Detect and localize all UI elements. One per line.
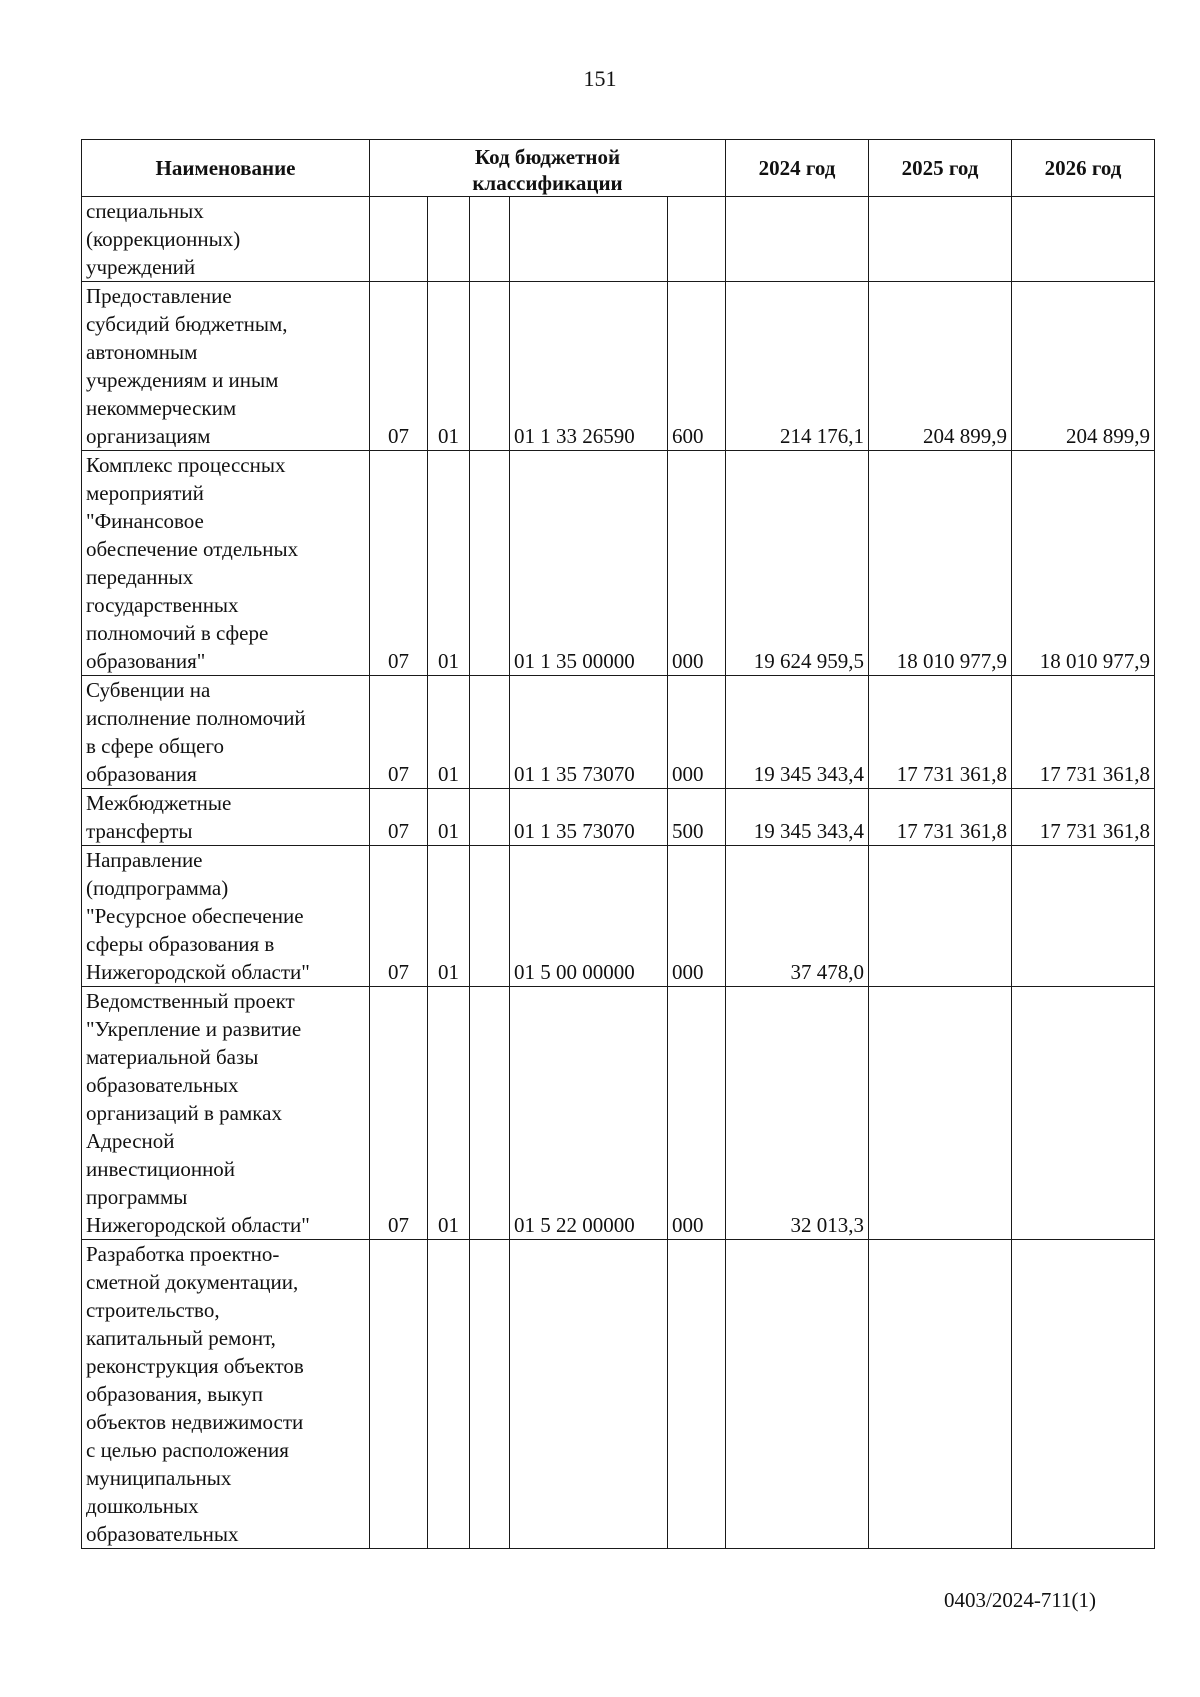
cell-section: 07	[370, 987, 428, 1240]
name-line: образования"	[86, 649, 206, 673]
name-line: сферы образования в	[86, 932, 275, 956]
name-line: Субвенции на	[86, 678, 211, 702]
cell-section: 07	[370, 451, 428, 676]
cell-section	[370, 197, 428, 282]
footer-document-code: 0403/2024-711(1)	[944, 1588, 1097, 1612]
cell-blank	[470, 987, 510, 1240]
name-line: дошкольных	[86, 1494, 199, 1518]
name-line: "Ресурсное обеспечение	[86, 904, 304, 928]
cell-2024: 19 345 343,4	[726, 676, 869, 789]
cell-2026	[1012, 987, 1155, 1240]
table-row	[82, 282, 1155, 451]
cell-subsection: 01	[428, 282, 470, 451]
name-line: инвестиционной	[86, 1157, 236, 1181]
header-name: Наименование	[82, 140, 370, 197]
name-line: организациям	[86, 424, 211, 448]
cell-section: 07	[370, 846, 428, 987]
cell-name	[82, 282, 370, 451]
name-line: специальных	[86, 199, 204, 223]
cell-expense-type: 000	[668, 987, 726, 1240]
cell-2025	[869, 197, 1012, 282]
name-line: с целью расположения	[86, 1438, 289, 1462]
cell-target-article: 01 5 00 00000	[510, 846, 668, 987]
table-row	[82, 846, 1155, 987]
cell-2024: 37 478,0	[726, 846, 869, 987]
cell-2026: 17 731 361,8	[1012, 676, 1155, 789]
cell-2026: 18 010 977,9	[1012, 451, 1155, 676]
name-line: материальной базы	[86, 1045, 259, 1069]
table-body	[82, 197, 1155, 1549]
cell-2025: 17 731 361,8	[869, 789, 1012, 846]
cell-2024	[726, 197, 869, 282]
cell-subsection: 01	[428, 676, 470, 789]
table-row	[82, 789, 1155, 846]
cell-2024: 19 345 343,4	[726, 789, 869, 846]
name-line: Адресной	[86, 1129, 175, 1153]
name-line: программы	[86, 1185, 188, 1209]
name-line: строительство,	[86, 1298, 220, 1322]
cell-expense-type: 000	[668, 846, 726, 987]
name-line: образования	[86, 762, 197, 786]
name-line: Ведомственный проект	[86, 989, 295, 1013]
name-line: капитальный ремонт,	[86, 1326, 276, 1350]
name-line: образовательных	[86, 1522, 239, 1546]
table-row	[82, 1240, 1155, 1549]
cell-2024	[726, 1240, 869, 1549]
cell-target-article: 01 1 35 73070	[510, 789, 668, 846]
name-line: сметной документации,	[86, 1270, 299, 1294]
name-line: в сфере общего	[86, 734, 225, 758]
cell-expense-type: 600	[668, 282, 726, 451]
header-budget-code	[370, 140, 726, 197]
cell-target-article	[510, 197, 668, 282]
name-line: обеспечение отдельных	[86, 537, 299, 561]
name-line: Направление	[86, 848, 203, 872]
name-line: объектов недвижимости	[86, 1410, 304, 1434]
name-line: мероприятий	[86, 481, 204, 505]
name-line: муниципальных	[86, 1466, 232, 1490]
name-line: (подпрограмма)	[86, 876, 229, 900]
header-year-2024: 2024 год	[726, 140, 869, 197]
cell-expense-type	[668, 1240, 726, 1549]
name-line: Разработка проектно-	[86, 1242, 280, 1266]
cell-name	[82, 197, 370, 282]
name-line: некоммерческим	[86, 396, 237, 420]
cell-blank	[470, 846, 510, 987]
cell-subsection: 01	[428, 451, 470, 676]
table-row	[82, 676, 1155, 789]
cell-2024: 214 176,1	[726, 282, 869, 451]
cell-2024: 19 624 959,5	[726, 451, 869, 676]
cell-blank	[470, 676, 510, 789]
cell-subsection: 01	[428, 987, 470, 1240]
name-line: учреждениям и иным	[86, 368, 279, 392]
cell-blank	[470, 789, 510, 846]
cell-name	[82, 1240, 370, 1549]
cell-target-article: 01 1 33 26590	[510, 282, 668, 451]
cell-2026	[1012, 846, 1155, 987]
cell-subsection	[428, 197, 470, 282]
cell-name	[82, 676, 370, 789]
cell-2026	[1012, 1240, 1155, 1549]
cell-2024: 32 013,3	[726, 987, 869, 1240]
cell-subsection: 01	[428, 846, 470, 987]
cell-target-article: 01 1 35 00000	[510, 451, 668, 676]
cell-expense-type: 000	[668, 451, 726, 676]
cell-2025	[869, 846, 1012, 987]
cell-section: 07	[370, 676, 428, 789]
name-line: образования, выкуп	[86, 1382, 263, 1406]
cell-subsection	[428, 1240, 470, 1549]
name-line: автономным	[86, 340, 198, 364]
cell-2025	[869, 1240, 1012, 1549]
table-header-row	[82, 140, 1155, 197]
cell-subsection: 01	[428, 789, 470, 846]
name-line: учреждений	[86, 255, 196, 279]
name-line: полномочий в сфере	[86, 621, 269, 645]
budget-table	[81, 139, 1155, 1549]
cell-2026	[1012, 197, 1155, 282]
header-code-line2: классификации	[472, 171, 623, 195]
cell-section: 07	[370, 282, 428, 451]
name-line: Нижегородской области"	[86, 1213, 310, 1237]
cell-name	[82, 451, 370, 676]
name-line: исполнение полномочий	[86, 706, 306, 730]
cell-target-article	[510, 1240, 668, 1549]
cell-section	[370, 1240, 428, 1549]
cell-2025	[869, 987, 1012, 1240]
name-line: образовательных	[86, 1073, 239, 1097]
name-line: организаций в рамках	[86, 1101, 282, 1125]
cell-blank	[470, 1240, 510, 1549]
cell-expense-type: 000	[668, 676, 726, 789]
cell-target-article: 01 1 35 73070	[510, 676, 668, 789]
name-line: государственных	[86, 593, 239, 617]
name-line: реконструкция объектов	[86, 1354, 304, 1378]
cell-expense-type: 500	[668, 789, 726, 846]
name-line: Нижегородской области"	[86, 960, 310, 984]
table-row	[82, 987, 1155, 1240]
cell-2025: 18 010 977,9	[869, 451, 1012, 676]
cell-name	[82, 846, 370, 987]
cell-target-article: 01 5 22 00000	[510, 987, 668, 1240]
name-line: субсидий бюджетным,	[86, 312, 288, 336]
cell-name	[82, 789, 370, 846]
cell-blank	[470, 282, 510, 451]
name-line: трансферты	[86, 819, 193, 843]
cell-blank	[470, 197, 510, 282]
name-line: Комплекс процессных	[86, 453, 286, 477]
cell-2026: 17 731 361,8	[1012, 789, 1155, 846]
cell-section: 07	[370, 789, 428, 846]
header-year-2025: 2025 год	[869, 140, 1012, 197]
cell-expense-type	[668, 197, 726, 282]
name-line: переданных	[86, 565, 194, 589]
cell-blank	[470, 451, 510, 676]
table-row	[82, 197, 1155, 282]
table-row	[82, 451, 1155, 676]
header-year-2026: 2026 год	[1012, 140, 1155, 197]
name-line: "Укрепление и развитие	[86, 1017, 302, 1041]
name-line: Межбюджетные	[86, 791, 232, 815]
header-code-line1: Код бюджетной	[474, 145, 621, 169]
cell-2025: 17 731 361,8	[869, 676, 1012, 789]
cell-2025: 204 899,9	[869, 282, 1012, 451]
name-line: "Финансовое	[86, 509, 204, 533]
name-line: (коррекционных)	[86, 227, 241, 251]
name-line: Предоставление	[86, 284, 232, 308]
cell-2026: 204 899,9	[1012, 282, 1155, 451]
page-number: 151	[583, 66, 617, 91]
cell-name	[82, 987, 370, 1240]
